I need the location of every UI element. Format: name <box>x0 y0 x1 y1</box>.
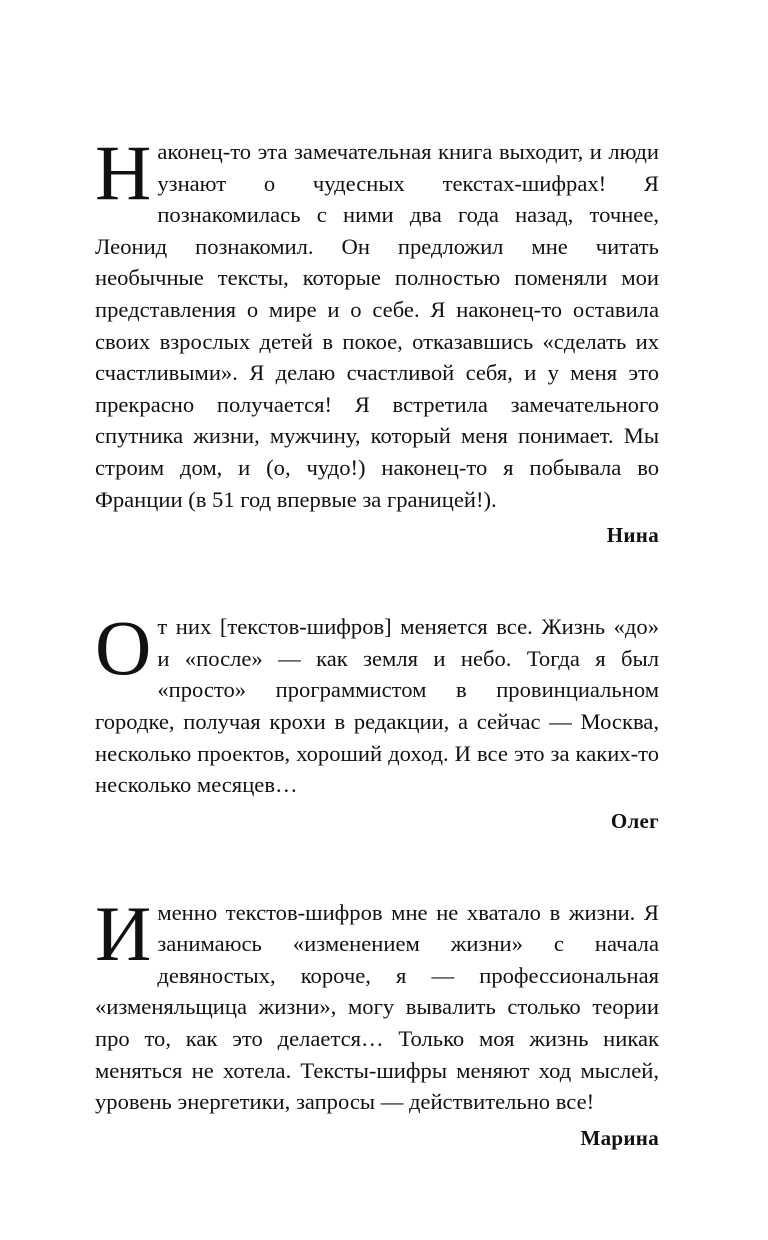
drop-cap: И <box>95 889 152 977</box>
author-name: Олег <box>610 808 659 833</box>
author-name: Нина <box>606 523 659 548</box>
drop-cap: Н <box>95 129 152 216</box>
testimonial-text <box>95 604 659 801</box>
book-page <box>95 129 659 1152</box>
drop-cap: О <box>95 604 152 692</box>
testimonial-text <box>95 889 659 1118</box>
author-name: Марина <box>580 1125 659 1150</box>
testimonial-body: менно текстов-шифров мне не хватало в жизни. Я занимаюсь «изменением жизни» с начала девяностых, короче, я — профессиональная «изменяльщица жизни», могу вывалить столько теории про то, как это делается… Только моя жизнь никак меняться не хотела. Тексты-шифры меняют ход мыслей, уровень энергетики, запросы — действительно все! <box>95 899 659 1115</box>
testimonial-body: т них [текстов-шифров] меняется все. Жизнь «до» и «после» — как земля и небо. Тогда я был «просто» программистом в провинциальном городке, получая крохи в редакции, а сейчас — Москва, несколько проектов, хороший доход. И все это за каких-то несколько месяцев… <box>95 614 659 798</box>
testimonial-oleg <box>95 604 659 835</box>
testimonial-marina <box>95 889 659 1152</box>
testimonial-text <box>95 129 659 515</box>
testimonial-body: аконец-то эта замечательная книга выходит, и люди узнают о чудесных текстах-шифрах! Я познакомилась с ними два года назад, точнее, Леонид познакомил. Он предложил мне читать необычные тексты, которые полностью поменяли мои представления о мире и о себе. Я наконец-то оставила своих взрослых детей в покое, отказавшись «сделать их счастливыми». Я делаю счастливой себя, и у меня это прекрасно получается! Я встретила замечательного спутника жизни, мужчину, который меня понимает. Мы строим дом, и (о, чудо!) наконец-то я побывала во Франции (в 51 год впервые за границей!). <box>95 139 659 512</box>
testimonial-nina <box>95 129 659 549</box>
